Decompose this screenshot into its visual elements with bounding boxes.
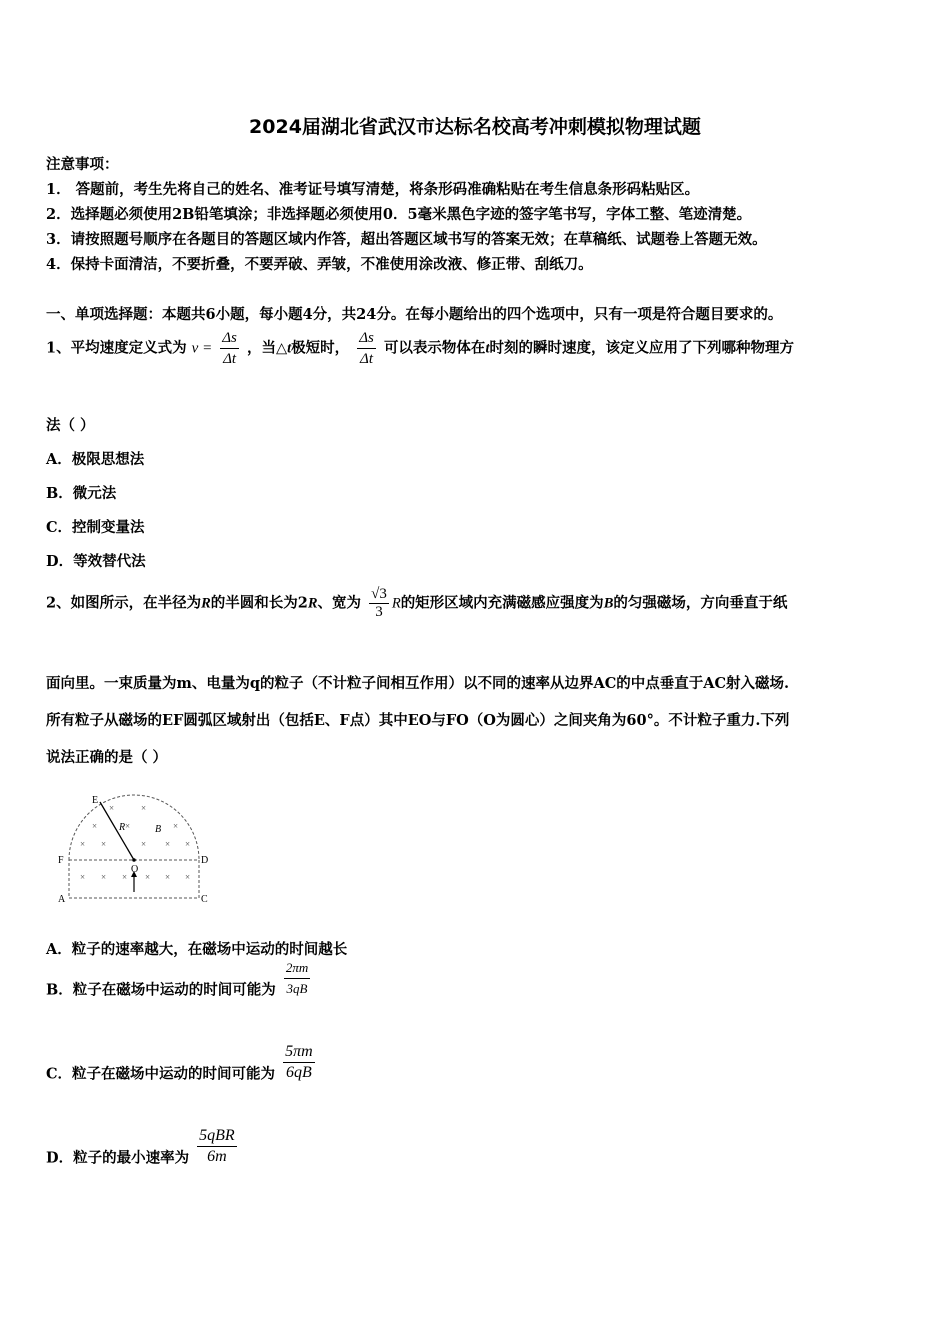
notice-item-1: 1． 答题前，考生先将自己的姓名、准考证号填写清楚，将条形码准确粘贴在考生信息条形码粘贴区。 <box>46 181 700 198</box>
q2-stem-line1: 2、如图所示，在半径为R的半圆和长为2R、宽为 $\frac{√3}{3}$ R的矩形区域内充满磁感应强度为B的匀强磁场，方向垂直于纸 <box>46 586 788 620</box>
q1-formula-lhs: v = <box>191 340 213 357</box>
q2-option-b-fraction: $\frac{2\pi m}{3qB}$ <box>285 960 309 996</box>
q1-stem-line2: 法（ ） <box>46 417 95 434</box>
q1-option-a: A．极限思想法 <box>46 451 145 468</box>
q2-option-a: A．粒子的速率越大，在磁场中运动的时间越长 <box>46 941 348 958</box>
section-1-heading: 一、单项选择题：本题共6小题，每小题4分，共24分。在每小题给出的四个选项中，只有一项是符合题目要求的。 <box>46 306 783 323</box>
label-f: F <box>58 855 64 866</box>
svg-text:×: × <box>165 839 171 849</box>
label-e: E <box>92 795 99 806</box>
q2-option-c-fraction: $\frac{5\pi m}{6qB}$ <box>285 1043 313 1081</box>
notice-heading: 注意事项： <box>46 156 119 173</box>
svg-text:×: × <box>92 821 98 831</box>
svg-text:×: × <box>101 839 107 849</box>
svg-text:×: × <box>185 839 191 849</box>
svg-text:×: × <box>185 872 191 882</box>
q1-option-d: D．等效替代法 <box>46 553 146 570</box>
magnetic-field-figure <box>52 792 217 907</box>
q1-prefix: 1、平均速度定义式为 <box>46 339 187 357</box>
page-title: 2024届湖北省武汉市达标名校高考冲刺模拟物理试题 <box>249 116 701 138</box>
svg-text:×: × <box>173 821 179 831</box>
q1-option-b: B．微元法 <box>46 485 117 502</box>
svg-text:×: × <box>141 803 147 813</box>
svg-text:×: × <box>145 872 151 882</box>
q1-option-c: C．控制变量法 <box>46 519 145 536</box>
svg-text:×: × <box>122 872 128 882</box>
label-r: R <box>119 822 126 833</box>
q1-stem: 1、平均速度定义式为 v = $\frac{\Delta s}{\Delta t}$ ，当△t极短时， $\frac{\Delta s}{\Delta t}$ 可以表示物体在t时刻的瞬时速度，该定义应用了下列哪种物理方 <box>46 330 794 367</box>
svg-text:×: × <box>101 872 107 882</box>
q2-stem-line3: 所有粒子从磁场的EF圆弧区域射出（包括E、F点）其中EO与FO（O为圆心）之间夹角为60°。不计粒子重力.下列 <box>46 712 790 729</box>
q2-sqrt3-fraction: $\frac{√3}{3}$ <box>371 586 387 620</box>
label-d: D <box>201 855 209 866</box>
label-b: B <box>155 824 162 835</box>
notice-item-3: 3．请按照题号顺序在各题目的答题区域内作答，超出答题区域书写的答案无效；在草稿纸、试题卷上答题无效。 <box>46 231 767 248</box>
svg-text:×: × <box>80 839 86 849</box>
svg-text:×: × <box>80 872 86 882</box>
label-o: O <box>131 864 139 875</box>
svg-text:×: × <box>165 872 171 882</box>
svg-text:×: × <box>125 821 131 831</box>
svg-text:×: × <box>141 839 147 849</box>
svg-text:×: × <box>109 803 115 813</box>
q2-option-d-fraction: $\frac{\text{5qBR}}{6m}$ <box>199 1127 235 1165</box>
q2-stem-line4: 说法正确的是（ ） <box>46 749 168 766</box>
label-c: C <box>201 894 208 905</box>
notice-item-4: 4．保持卡面清洁，不要折叠，不要弄破、弄皱，不准使用涂改液、修正带、刮纸刀。 <box>46 256 593 273</box>
notice-item-2: 2．选择题必须使用2B铅笔填涂；非选择题必须使用0．5毫米黑色字迹的签字笔书写，字体工整、笔迹清楚。 <box>46 206 752 223</box>
q1-fraction-2: $\frac{\Delta s}{\Delta t}$ <box>359 330 374 367</box>
q2-option-c: C．粒子在磁场中运动的时间可能为 $\frac{5\pi m}{6qB}$ <box>46 1043 313 1083</box>
label-a: A <box>58 894 66 905</box>
q2-option-b: B．粒子在磁场中运动的时间可能为 $\frac{2\pi m}{3qB}$ <box>46 960 309 999</box>
q2-stem-line2: 面向里。一束质量为m、电量为q的粒子（不计粒子间相互作用）以不同的速率从边界AC的中点垂直于AC射入磁场. <box>46 675 790 692</box>
q2-option-d: D．粒子的最小速率为 $\frac{\text{5qBR}}{6m}$ <box>46 1127 235 1167</box>
q1-fraction-1: $\frac{\Delta s}{\Delta t}$ <box>222 330 237 367</box>
